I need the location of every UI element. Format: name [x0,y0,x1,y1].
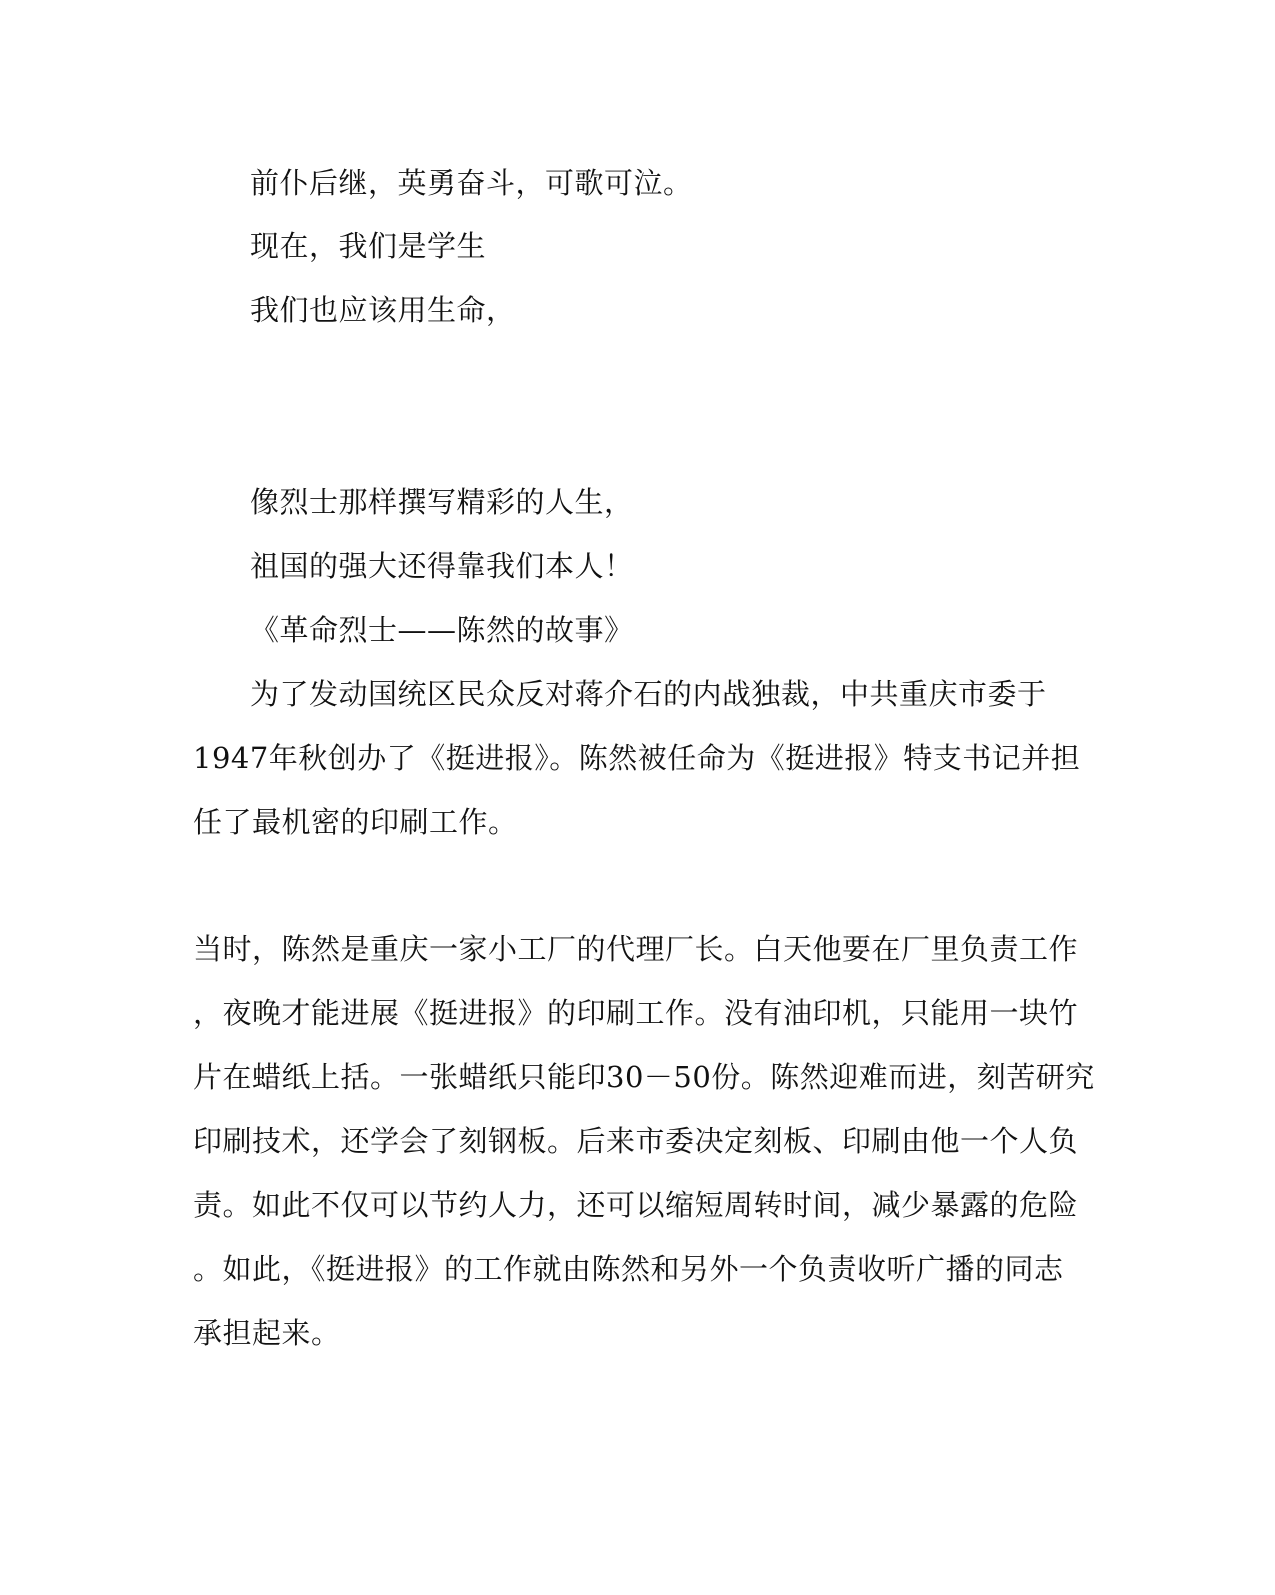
paragraph-line: 承担起来。 [193,1316,341,1350]
paragraph-line: 1947年秋创办了《挺进报》。陈然被任命为《挺进报》特支书记并担 [193,741,1081,775]
poem-line: 现在，我们是学生 [250,229,487,263]
poem-line: 祖国的强大还得靠我们本人！ [250,549,634,583]
paragraph-line: 责。如此不仅可以节约人力，还可以缩短周转时间，减少暴露的危险 [193,1188,1079,1222]
poem-line: 前仆后继，英勇奋斗，可歌可泣。 [250,166,693,200]
paragraph-line: 任了最机密的印刷工作。 [193,805,518,839]
story-title: 《革命烈士——陈然的故事》 [250,613,634,647]
paragraph-line: ，夜晚才能进展《挺进报》的印刷工作。没有油印机，只能用一块竹 [193,996,1079,1030]
poem-line: 我们也应该用生命， [250,293,516,327]
poem-line: 像烈士那样撰写精彩的人生， [250,485,634,519]
paragraph-line: 当时，陈然是重庆一家小工厂的代理厂长。白天他要在厂里负责工作 [193,932,1079,966]
paragraph-line: 为了发动国统区民众反对蒋介石的内战独裁，中共重庆市委于 [250,677,1047,711]
paragraph-line: 印刷技术，还学会了刻钢板。后来市委决定刻板、印刷由他一个人负 [193,1124,1079,1158]
paragraph-line: 。如此，《挺进报》的工作就由陈然和另外一个负责收听广播的同志 [193,1252,1064,1286]
paragraph-line: 片在蜡纸上括。一张蜡纸只能印30－50份。陈然迎难而进，刻苦研究 [193,1060,1095,1094]
